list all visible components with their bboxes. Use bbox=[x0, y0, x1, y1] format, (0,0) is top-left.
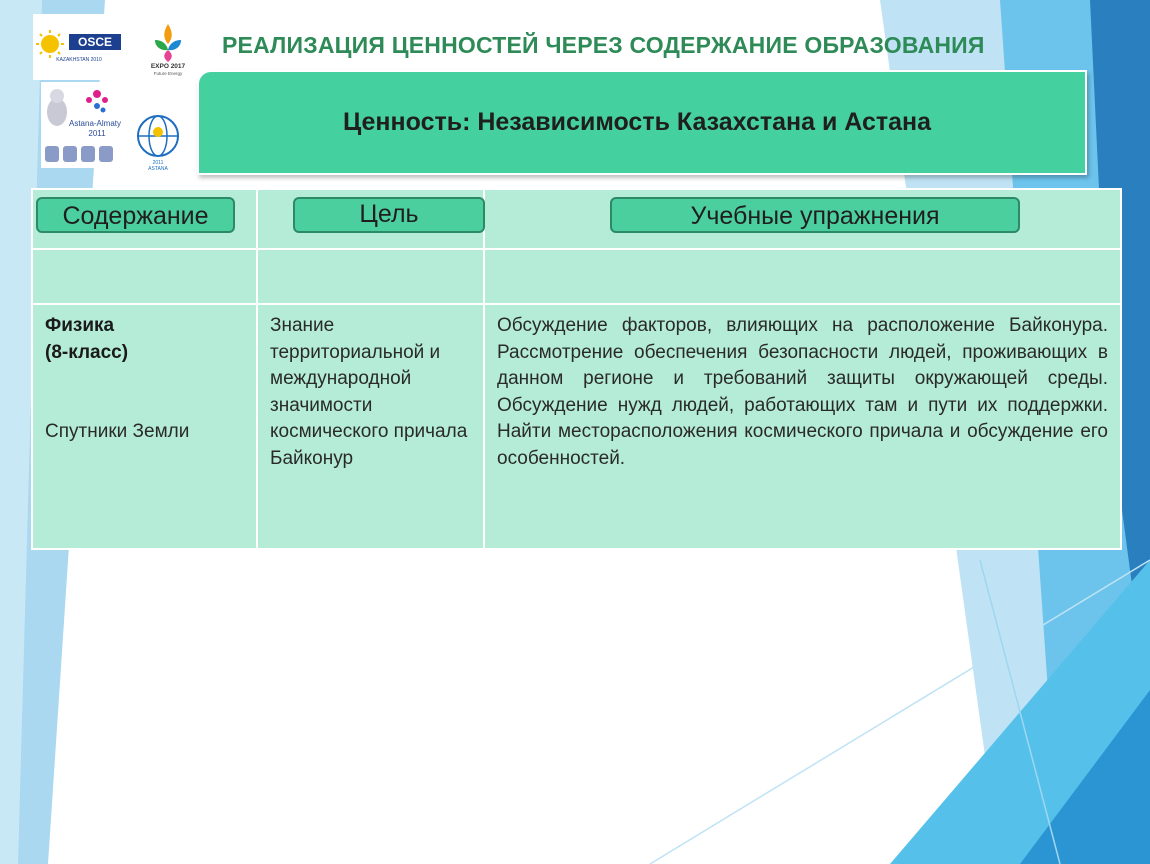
grade-label: (8-класс) bbox=[45, 341, 129, 363]
topic-label: Спутники Земли bbox=[45, 421, 190, 443]
svg-text:OSCE: OSCE bbox=[77, 35, 113, 49]
goal-header-button[interactable]: Цель bbox=[293, 197, 485, 233]
table-row bbox=[32, 304, 1121, 549]
content-header-button[interactable]: Содержание bbox=[36, 197, 235, 233]
table-spacer-row bbox=[32, 249, 1121, 304]
svg-text:2011: 2011 bbox=[152, 160, 164, 166]
page-title: РЕАЛИЗАЦИЯ ЦЕННОСТЕЙ ЧЕРЕЗ СОДЕРЖАНИЕ ОБРАЗОВАНИЯ bbox=[222, 32, 985, 58]
osce-logo bbox=[33, 14, 125, 80]
header-cell-exercises bbox=[484, 189, 1121, 249]
svg-text:Future Energy: Future Energy bbox=[153, 71, 183, 76]
exercises-text: Обсуждение факторов, влияющих на расположение Байконура. Рассмотрение обеспечения безопасности людей, проживающих в данном регионе и требований защиты окружающей среды. Обсуждение нужд людей, работающих там и пути их поддержки. Найти месторасположения космического причала и обсуждение его особенностей. bbox=[497, 315, 1108, 469]
table-header-row bbox=[32, 189, 1121, 249]
svg-text:Astana-Almaty: Astana-Almaty bbox=[68, 119, 122, 128]
header-cell-content bbox=[32, 189, 257, 249]
sun-icon bbox=[41, 35, 59, 53]
goal-cell bbox=[257, 304, 484, 549]
exercises-cell bbox=[484, 304, 1121, 549]
content-cell bbox=[32, 304, 257, 549]
svg-text:EXPO 2017: EXPO 2017 bbox=[150, 63, 186, 70]
goal-text: Знание территориальной и международной значимости космического причала Байконур bbox=[270, 315, 468, 469]
value-banner bbox=[197, 70, 1087, 175]
svg-text:ASTANA: ASTANA bbox=[148, 166, 168, 172]
asian-games-logo bbox=[41, 82, 125, 168]
content-table bbox=[31, 188, 1122, 550]
logos-cluster bbox=[33, 14, 193, 174]
expo-2017-logo bbox=[143, 18, 193, 80]
svg-text:KAZAKHSTAN 2010: KAZAKHSTAN 2010 bbox=[56, 57, 102, 63]
exercises-header-button[interactable]: Учебные упражнения bbox=[610, 197, 1020, 233]
astana-2011-logo bbox=[133, 112, 183, 174]
header-cell-goal bbox=[257, 189, 484, 249]
value-heading: Ценность: Независимость Казахстана и Астана bbox=[342, 108, 932, 136]
svg-text:2011: 2011 bbox=[88, 129, 106, 138]
subject-label: Физика bbox=[45, 315, 115, 336]
